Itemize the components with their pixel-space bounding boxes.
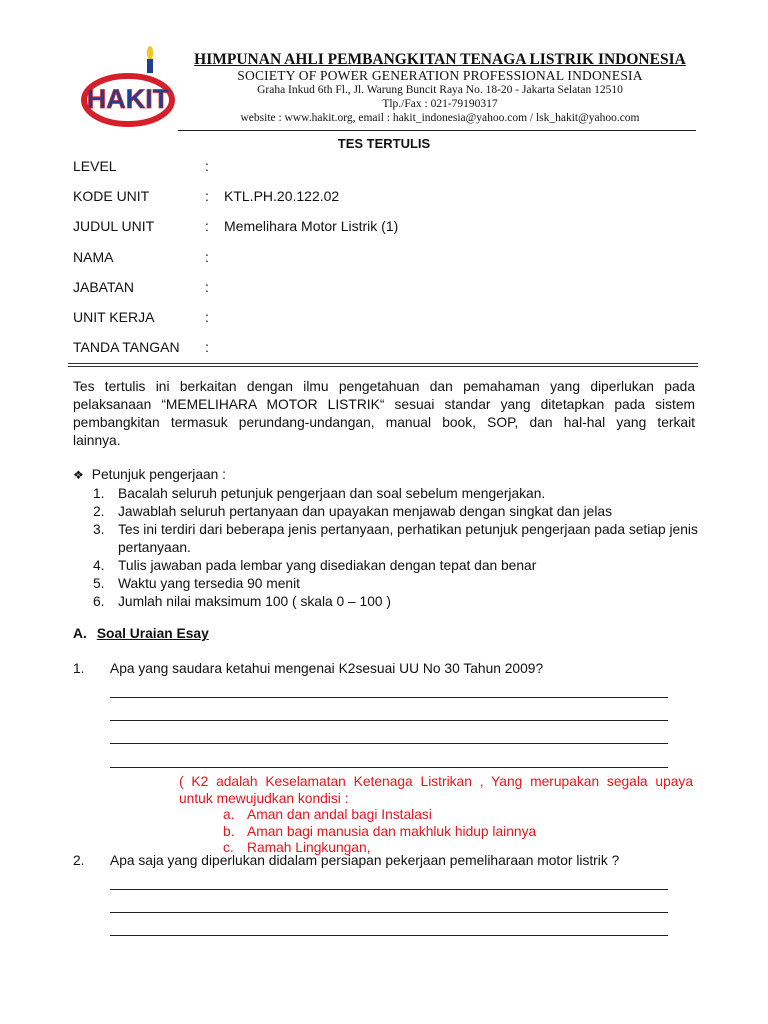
field-colon: : xyxy=(205,158,209,174)
answer-1-text xyxy=(179,774,693,857)
field-colon: : xyxy=(205,218,209,234)
section-letter: A. xyxy=(73,626,87,641)
answer-line[interactable] xyxy=(110,720,668,721)
org-title: HIMPUNAN AHLI PEMBANGKITAN TENAGA LISTRIK INDONESIA xyxy=(194,51,686,68)
intro-line: lainnya. xyxy=(73,433,121,448)
answer-line[interactable] xyxy=(110,767,668,768)
item-text: Tes ini terdiri dari beberapa jenis pertanyaan, perhatikan petunjuk pengerjaan pada setiap jenis pertanyaan. xyxy=(118,522,698,555)
instructions-heading xyxy=(73,467,226,482)
field-label-nama: NAMA xyxy=(73,249,114,265)
org-phone: Tlp./Fax : 021-79190317 xyxy=(382,98,498,110)
field-colon: : xyxy=(205,339,209,355)
field-label-tanda-tangan: TANDA TANGAN xyxy=(73,339,180,355)
field-colon: : xyxy=(205,309,209,325)
section-title: Soal Uraian Esay xyxy=(96,626,209,641)
field-label-judul-unit: JUDUL UNIT xyxy=(73,218,155,234)
list-item xyxy=(93,557,698,575)
answer-line[interactable] xyxy=(110,912,668,913)
list-item xyxy=(93,575,698,593)
answer-line[interactable] xyxy=(110,743,668,744)
field-value-kode-unit: KTL.PH.20.122.02 xyxy=(224,188,340,204)
hakit-logo xyxy=(80,44,178,130)
item-text: Jumlah nilai maksimum 100 ( skala 0 – 100 ) xyxy=(118,594,391,609)
item-number: 1. xyxy=(93,486,105,501)
intro-line: pembangkitan termasuk perundang-undangan, manual book, SOP, dan hal-hal yang terkait xyxy=(73,415,695,430)
org-website: website : www.hakit.org, email : hakit_indonesia@yahoo.com / lsk_hakit@yahoo.com xyxy=(240,112,640,124)
org-address: Graha Inkud 6th Fl., Jl. Warung Buncit Raya No. 18-20 - Jakarta Selatan 12510 xyxy=(257,84,623,96)
answer-line[interactable] xyxy=(110,935,668,936)
answer-line[interactable] xyxy=(110,889,668,890)
item-letter: b. xyxy=(223,823,235,839)
instructions-heading-text: Petunjuk pengerjaan : xyxy=(91,467,227,482)
item-text: Jawablah seluruh pertanyaan dan upayakan menjawab dengan singkat dan jelas xyxy=(118,504,612,519)
item-number: 6. xyxy=(93,594,105,609)
item-number: 5. xyxy=(93,576,105,591)
answer-list xyxy=(179,807,693,857)
item-text: Waktu yang tersedia 90 menit xyxy=(118,576,301,591)
doc-title: TES TERTULIS xyxy=(337,136,431,151)
org-subtitle: SOCIETY OF POWER GENERATION PROFESSIONAL INDONESIA xyxy=(237,68,643,83)
question-number: 2. xyxy=(73,853,85,868)
question-number: 1. xyxy=(73,661,85,676)
question-text: Apa saja yang diperlukan didalam persiapan pekerjaan pemeliharaan motor listrik ? xyxy=(110,853,620,868)
item-number: 2. xyxy=(93,504,105,519)
field-value-judul-unit: Memelihara Motor Listrik (1) xyxy=(224,218,399,234)
item-text: Ramah Lingkungan, xyxy=(247,840,371,855)
list-item xyxy=(179,824,693,841)
field-label-level: LEVEL xyxy=(73,158,117,174)
intro-line: pelaksanaan “MEMELIHARA MOTOR LISTRIK“ sesuai standar yang ditetapkan pada sistem xyxy=(73,397,695,412)
item-number: 4. xyxy=(93,558,105,573)
answer-line-text: ( K2 adalah Keselamatan Ketenaga Listrikan , Yang merupakan segala upaya xyxy=(179,774,693,789)
intro-line: Tes tertulis ini berkaitan dengan ilmu pengetahuan dan pemahaman yang diperlukan pada xyxy=(73,379,695,394)
intro-paragraph xyxy=(73,378,695,450)
field-colon: : xyxy=(205,279,209,295)
field-colon: : xyxy=(205,249,209,265)
item-number: 3. xyxy=(93,522,105,537)
field-label-unit-kerja: UNIT KERJA xyxy=(73,309,155,325)
list-item xyxy=(93,503,698,521)
field-label-kode-unit: KODE UNIT xyxy=(73,188,150,204)
list-item xyxy=(93,485,698,503)
list-item xyxy=(93,593,698,611)
section-a-heading xyxy=(73,626,209,641)
item-text: Bacalah seluruh petunjuk pengerjaan dan soal sebelum mengerjakan. xyxy=(118,486,546,501)
field-colon: : xyxy=(205,188,209,204)
answer-line[interactable] xyxy=(110,697,668,698)
header-divider xyxy=(178,130,696,131)
field-label-jabatan: JABATAN xyxy=(73,279,134,295)
item-letter: a. xyxy=(223,807,235,822)
svg-text:HAKIT: HAKIT xyxy=(86,84,170,114)
item-letter: c. xyxy=(223,840,234,855)
answer-line-text: untuk mewujudkan kondisi : xyxy=(179,790,349,806)
item-text: Aman bagi manusia dan makhluk hidup lainnya xyxy=(247,823,537,839)
list-item xyxy=(93,521,698,557)
diamond-bullet-icon: ❖ xyxy=(73,468,84,482)
item-text: Aman dan andal bagi Instalasi xyxy=(247,807,432,822)
list-item xyxy=(179,807,693,824)
section-divider xyxy=(68,363,698,367)
item-text: Tulis jawaban pada lembar yang disediakan dengan tepat dan benar xyxy=(118,558,537,573)
instructions-list xyxy=(93,485,698,611)
question-text: Apa yang saudara ketahui mengenai K2sesuai UU No 30 Tahun 2009? xyxy=(110,661,544,676)
